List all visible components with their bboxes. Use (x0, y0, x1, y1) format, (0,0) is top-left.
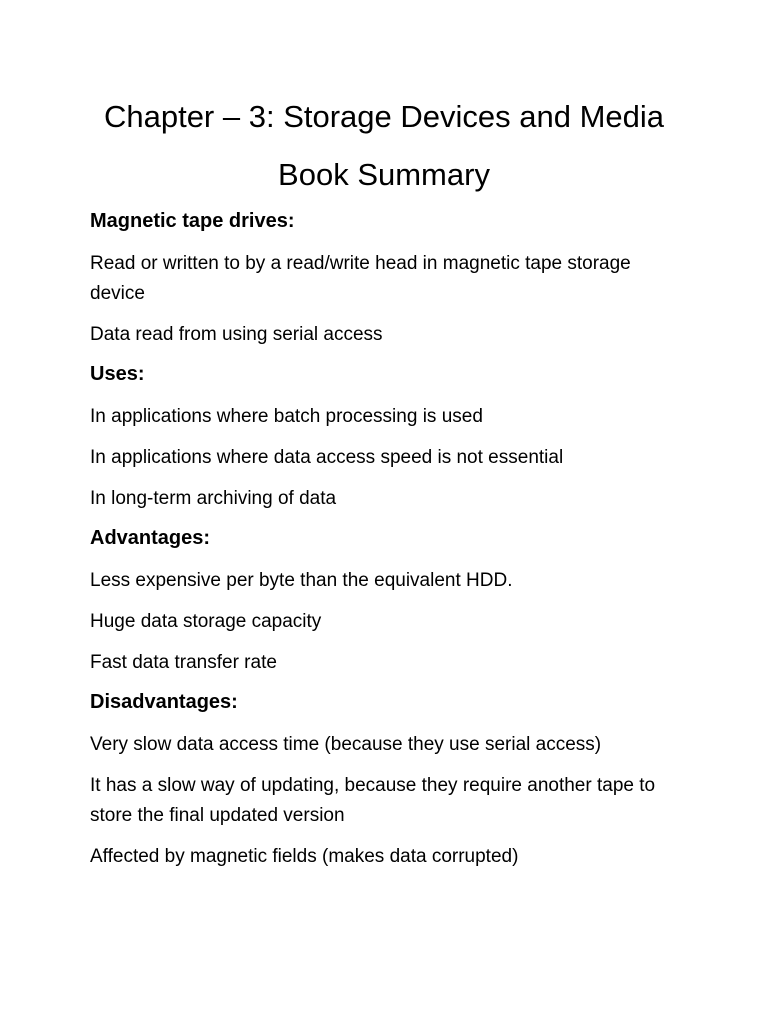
section-heading: Magnetic tape drives: (90, 210, 295, 232)
paragraph: Very slow data access time (because they use serial access) (90, 734, 602, 755)
section-uses (90, 361, 660, 514)
section-advantages (90, 525, 660, 678)
section-heading: Advantages: (90, 527, 211, 549)
paragraph: Affected by magnetic fields (makes data corrupted) (90, 846, 519, 867)
paragraph: Fast data transfer rate (90, 652, 277, 673)
paragraph: It has a slow way of updating, because they require another tape to store the final updated version (90, 775, 656, 826)
paragraph: Read or written to by a read/write head in magnetic tape storage device (90, 253, 631, 304)
paragraph: Less expensive per byte than the equivalent HDD. (90, 570, 513, 591)
paragraph: In applications where data access speed is not essential (90, 447, 564, 468)
section-heading: Uses: (90, 363, 145, 385)
paragraph: Data read from using serial access (90, 324, 383, 345)
section-magnetic-tape-drives (90, 208, 660, 350)
paragraph: In applications where batch processing is used (90, 406, 483, 427)
paragraph: Huge data storage capacity (90, 611, 322, 632)
document-title: Chapter – 3: Storage Devices and Media (103, 99, 665, 134)
section-disadvantages (90, 689, 660, 872)
document-body (90, 208, 660, 883)
paragraph: In long-term archiving of data (90, 488, 337, 509)
document-subtitle: Book Summary (278, 157, 490, 192)
section-heading: Disadvantages: (90, 691, 238, 713)
